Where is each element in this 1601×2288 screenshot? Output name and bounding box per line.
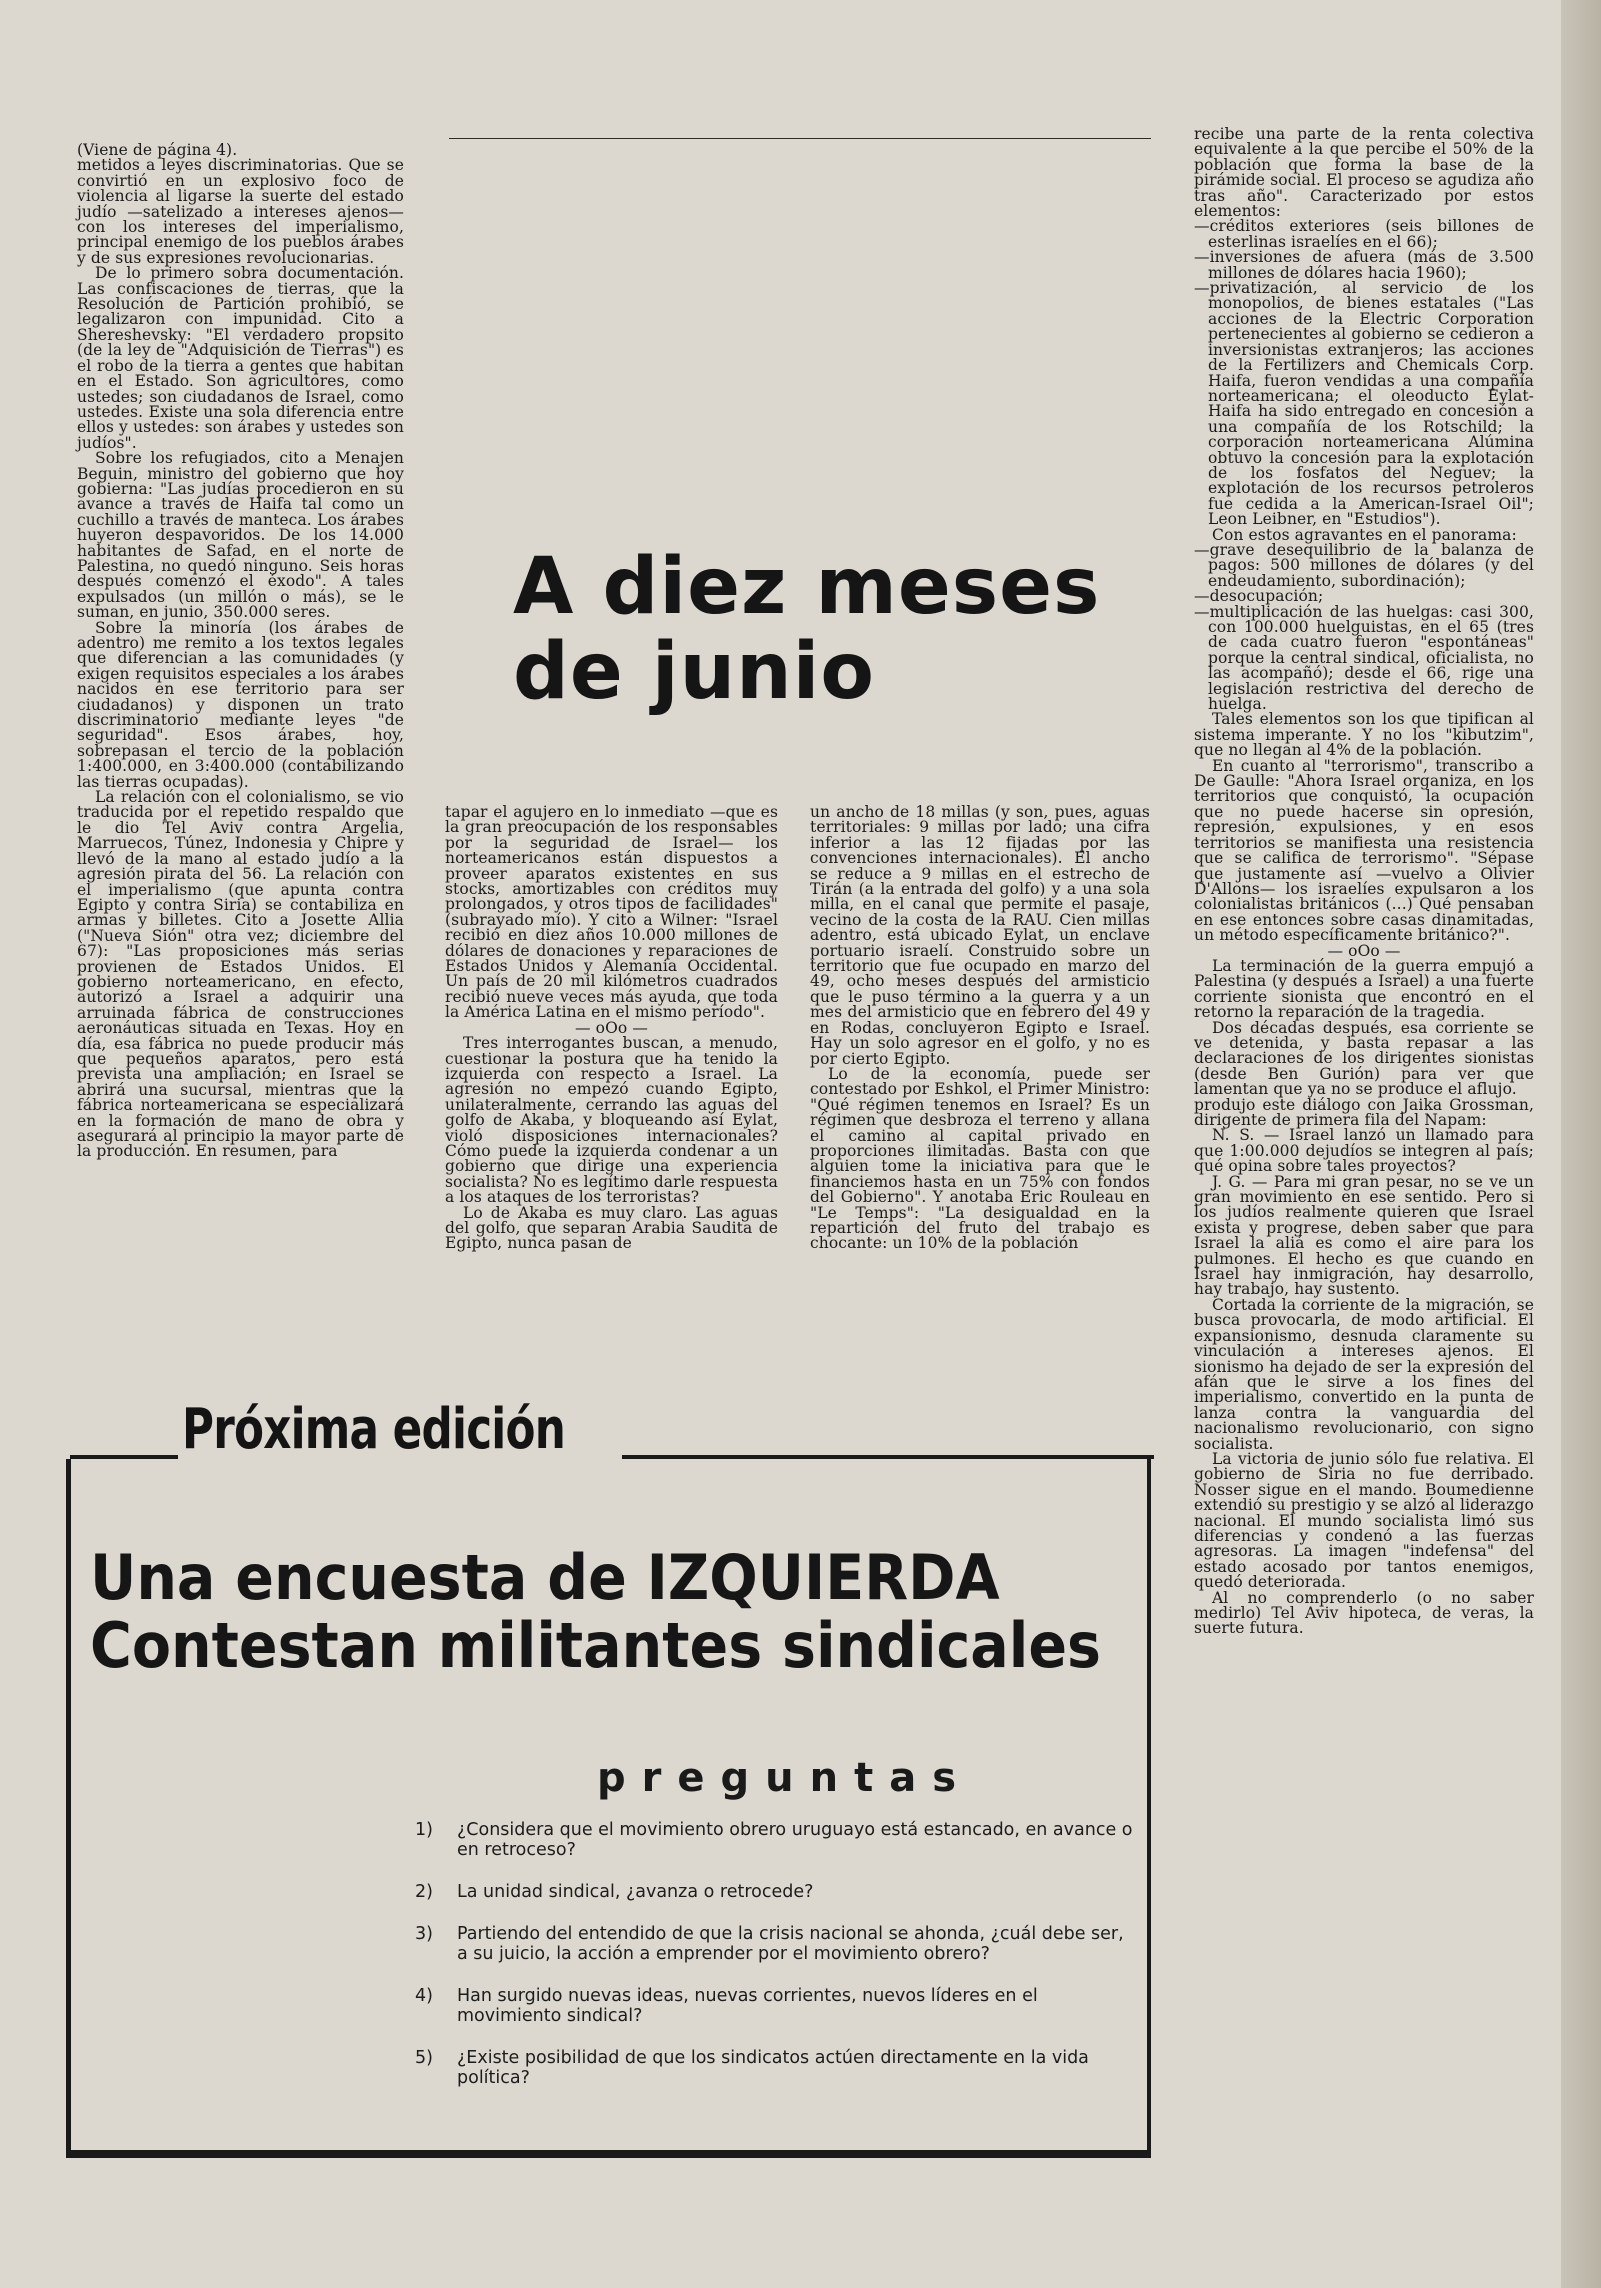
- paragraph: En cuanto al "terrorismo", transcribo a De Gaulle: "Ahora Israel organiza, en los territorios que conquistó, la ocupación que no puede hacerse sin opresión, represión, expulsiones, y en esos territorios se manifiesta una resistencia que se califica de terrorismo". "Sépase que justamente así —vuelvo a Olivier D'Allons— los israelíes expulsaron a los colonialistas británicos (...) Qué pensaban en ese entonces sobre casas dinamitadas, un método específicamente británico?".: [1194, 756, 1534, 945]
- paragraph: metidos a leyes discriminatorias. Que se convirtió en un explosivo foco de violencia al ligarse la suerte del estado judío —satelizado a intereses ajenos— con los intereses del imperialismo, principal enemigo de los pueblos árabes y de sus expresiones revolucionarias.: [77, 156, 404, 267]
- article-column-2: [445, 805, 778, 1252]
- paragraph: Al no comprenderlo (o no saber medirlo) Tel Aviv hipoteca, de veras, la suerte futura.: [1194, 1588, 1534, 1638]
- question-text: Partiendo del entendido de que la crisis nacional se ahonda, ¿cuál debe ser, a su juicio, la acción a emprender por el movimiento obrero?: [457, 1924, 1124, 1964]
- paragraph: Tres interrogantes buscan, a menudo, cuestionar la postura que ha tenido la izquierda con respecto a Israel. La agresión no empezó cuando Egipto, unilateralmente, cerrando las aguas del golfo de Akaba, y bloqueando así Eylat, violó disposiciones internacionales? Cómo puede la izquierda condenar a un gobierno que dirige una experiencia socialista? No es legítimo darle respuesta a los ataques de los terroristas?: [445, 1034, 778, 1207]
- article-column-4: [1194, 127, 1534, 1637]
- bullet-item: —desocupación;: [1194, 587, 1324, 606]
- paragraph: Sobre la minoría (los árabes de adentro) me remito a los textos legales que diferencian a las comunidades (y exigen requisitos especiales a los árabes nacidos en ese territorio para ser ciudadanos) y disponen un trato discriminatorio mediante leyes "de seguridad". Esos árabes, hoy, sobrepasan el tercio de la población 1:400.000, en 3:400.000 (contabilizando las tierras ocupadas).: [77, 618, 404, 791]
- question-number: 3): [415, 1924, 433, 1944]
- section-separator: — oOo —: [1327, 941, 1401, 960]
- bullet-item: —privatización, al servicio de los monopolios, de bienes estatales ("Las acciones de la Electric Corporation pertenecientes al gobierno se cedieron a inversionistas extranjeros; las acciones de la Fertilizers and Chemicals Corp. Haifa, fueron vendidas a una compañía norteamericana; el oleoducto Eylat-Haifa ha sido entregado en concesión a una compañía de los Rotschild; la corporación norteamericana Alúmina obtuvo la concesión para la explotación de los fosfatos del Neguev; la explotación de los recursos petroleros fue cedida a la American-Israel Oil"; Leon Leibner, en "Estudios").: [1194, 279, 1534, 529]
- paragraph: La victoria de junio sólo fue relativa. El gobierno de Siria no fue derribado. Nosser sigue en el mando. Boumedienne extendió su prestigio y se alzó al liderazgo nacional. El mundo socialista limó sus diferencias y condenó a las fuerzas agresoras. La imagen "indefensa" del estado acosado por tantos enemigos, quedó deteriorada.: [1194, 1449, 1534, 1592]
- page-edge: [1561, 0, 1601, 2288]
- paragraph: recibe una parte de la renta colectiva equivalente a la que percibe el 50% de la población que forma la base de la pirámide social. El proceso se agudiza año tras año". Caracterizado por estos elementos:: [1194, 125, 1534, 221]
- paragraph: Cortada la corriente de la migración, se busca provocarla, de modo artificial. El expansionismo, desnuda claramente su vinculación a intereses ajenos. El sionismo ha dejado de ser la expresión del afán que le sirve a los fines del imperialismo, convertido en la punta de lanza contra la vanguardia del nacionalismo revolucionario, con signo socialista.: [1194, 1295, 1534, 1453]
- paragraph: Lo de Akaba es muy claro. Las aguas del golfo, que separan Arabia Saudita de Egipto, nunca pasan de: [445, 1203, 778, 1253]
- survey-subtitle: Contestan militantes sindicales: [90, 1609, 1101, 1682]
- paragraph: tapar el agujero en lo inmediato —que es la gran preocupación de los responsables por la seguridad de Israel— los norteamericanos están dispuestos a proveer aparatos existentes en sus stocks, amortizables con créditos muy prolongados, y otros tipos de facilidades" (subrayado mío). Y cito a Wilner: "Israel recibió en diez años 10.000 millones de dólares de donaciones y reparaciones de Estados Unidos y Alemania Occidental. Un país de 20 mil kilómetros cuadrados recibió nueve veces más ayuda, que toda la América Latina en el mismo período".: [445, 803, 778, 1022]
- next-edition-label: Próxima edición: [182, 1397, 566, 1462]
- question-number: 4): [415, 1986, 433, 2006]
- question-item: [415, 2048, 1135, 2088]
- bullet-item: —multiplicación de las huelgas: casi 300, con 100.000 huelguistas, en el 65 (tres de cada cuatro fueron "espontáneas" porque la central sindical, oficialista, no las acompañó); desde el 66, rige una legislación restrictiva del derecho de huelga.: [1194, 602, 1534, 714]
- article-column-3: [810, 805, 1150, 1252]
- paragraph: Lo de la economía, puede ser contestado por Eshkol, el Primer Ministro: "Qué régimen tenemos en Israel? Es un régimen que desbroza el terreno y allana el camino al capital privado en proporciones ilimitadas. Basta con que alguien tome la iniciativa para que le financiemos hasta en un 75% con fondos del Gobierno". Y anotaba Eric Rouleau en "Le Temps": "La desigualdad en la repartición del fruto del trabajo es chocante: un 10% de la población: [810, 1064, 1150, 1253]
- question-item: [415, 1924, 1135, 1964]
- bullet-item: —créditos exteriores (seis billones de esterlinas israelíes en el 66);: [1194, 217, 1534, 251]
- paragraph: La relación con el colonialismo, se vio traducida por el repetido respaldo que le dio Tel Aviv contra Argelia, Marruecos, Túnez, Indonesia y Chipre y llevó de la mano al estado judío a la agresión pirata del 56. La relación con el imperialismo (que apunta contra Egipto y contra Siria) se contabiliza en armas y billetes. Cito a Josette Allia ("Nueva Sión" otra vez; diciembre del 67): "Las proposiciones más serias provienen de Estados Unidos. El gobierno norteamericano, en efecto, autorizó a Israel a adquirir una arruinada fábrica de construcciones aeronáuticas situada en Texas. Hoy en día, esa fábrica no puede producir más que pequeños aparatos, pero está prevista una ampliación; en Israel se abrirá una sucursal, mientras que la fábrica norteamericana se especializará en la formación de mano de obra y asegurará al principio la mayor parte de la producción. En resumen, para: [77, 788, 404, 1161]
- question-item: [415, 1882, 1135, 1902]
- question-item: [415, 1986, 1135, 2026]
- question-number: 5): [415, 2048, 433, 2068]
- paragraph: un ancho de 18 millas (y son, pues, aguas territoriales: 9 millas por lado; una cifra inferior a las 12 fijadas por las convenciones internacionales). El ancho se reduce a 9 millas en el estrecho de Tirán (a la entrada del golfo) y a una sola milla, en el canal que permite el pasaje, vecino de la costa de la RAU. Cien millas adentro, está ubicado Eylat, un enclave portuario israelí. Construido sobre un territorio que fue ocupado en marzo del 49, ocho meses después del armisticio que le puso término a la guerra y a un mes del armisticio que en febrero del 49 y en Rodas, concluyeron Egipto e Israel. Hay un solo agresor en el golfo, y no es por cierto Egipto.: [810, 803, 1150, 1068]
- question-text: La unidad sindical, ¿avanza o retrocede?: [457, 1882, 814, 1902]
- paragraph: Con estos agravantes en el panorama:: [1212, 525, 1517, 544]
- survey-title: Una encuesta de IZQUIERDA: [90, 1541, 1000, 1614]
- paragraph: La terminación de la guerra empujó a Palestina (y después a Israel) a una fuerte corriente sionista que encontró en el retorno la reparación de la tragedia.: [1194, 956, 1534, 1022]
- article-headline: [513, 542, 1101, 717]
- question-item: [415, 1820, 1135, 1860]
- bullet-item: —inversiones de afuera (más de 3.500 millones de dólares hacia 1960);: [1194, 248, 1534, 282]
- paragraph: Dos décadas después, esa corriente se ve detenida, y basta repasar a las declaraciones de los dirigentes sionistas (desde Ben Gurión) para ver que lamentan que ya no se produce el aflujo.: [1194, 1018, 1534, 1099]
- section-separator: — oOo —: [575, 1018, 648, 1037]
- headline-line-2: de junio: [513, 627, 876, 717]
- headline-line-1: A diez meses: [513, 542, 1101, 632]
- interview-question: N. S. — Israel lanzó un llamado para que 1:00.000 dejudíos se integren al país; qué opina sobre tales proyectos?: [1194, 1126, 1534, 1176]
- questions-heading: preguntas: [597, 1755, 972, 1801]
- continued-from-note: (Viene de página 4).: [77, 141, 238, 159]
- paragraph: Sobre los refugiados, cito a Menajen Beguin, ministro del gobierno que hoy gobierna: "Las judías procedieron en su avance a través de Haifa tal como un cuchillo a través de manteca. Los árabes huyeron despavoridos. De los 14.000 habitantes de Safad, en el norte de Palestina, no quedó ninguno. Seis horas después comenzó el éxodo". A tales expulsados (un millón o más), se le suman, en junio, 350.000 seres.: [77, 449, 404, 622]
- article-column-1: [77, 143, 404, 1160]
- paragraph: Tales elementos son los que tipifican al sistema imperante. Y no los "kibutzim", que no llegan al 4% de la población.: [1194, 710, 1534, 760]
- question-number: 1): [415, 1820, 433, 1840]
- paragraph: De lo primero sobra documentación. Las confiscaciones de tierras, que la Resolución de Partición prohibió, se legalizaron con impunidad. Cito a Shereshevsky: "El verdadero propsito (de la ley de "Adquisición de Tierras") es el robo de la tierra a gentes que habitan en el Estado. Son agricultores, como ustedes; son ciudadanos de Israel, como ustedes. Existe una sola diferencia entre ellos y ustedes: son árabes y ustedes son judíos".: [77, 264, 404, 452]
- bullet-item: —grave desequilibrio de la balanza de pagos: 500 millones de dólares (y del endeudamiento, subordinación);: [1194, 540, 1534, 590]
- question-text: ¿Considera que el movimiento obrero uruguayo está estancado, en avance o en retroceso?: [457, 1820, 1133, 1860]
- question-text: Han surgido nuevas ideas, nuevas corrientes, nuevos líderes en el movimiento sindical?: [457, 1986, 1038, 2026]
- question-text: ¿Existe posibilidad de que los sindicatos actúen directamente en la vida política?: [457, 2048, 1089, 2088]
- interview-answer: J. G. — Para mi gran pesar, no se ve un gran movimiento en ese sentido. Pero si los judíos realmente quieren que Israel exista y progrese, deben saber que para Israel la aliá es como el aire para los pulmones. El hecho es que cuando en Israel hay inmigración, hay desarrollo, hay trabajo, hay sustento.: [1194, 1172, 1534, 1299]
- question-number: 2): [415, 1882, 433, 1902]
- questions-list: [415, 1820, 1135, 2110]
- paragraph: produjo este diálogo con Jaika Grossman, dirigente de primera fila del Napam:: [1194, 1095, 1534, 1129]
